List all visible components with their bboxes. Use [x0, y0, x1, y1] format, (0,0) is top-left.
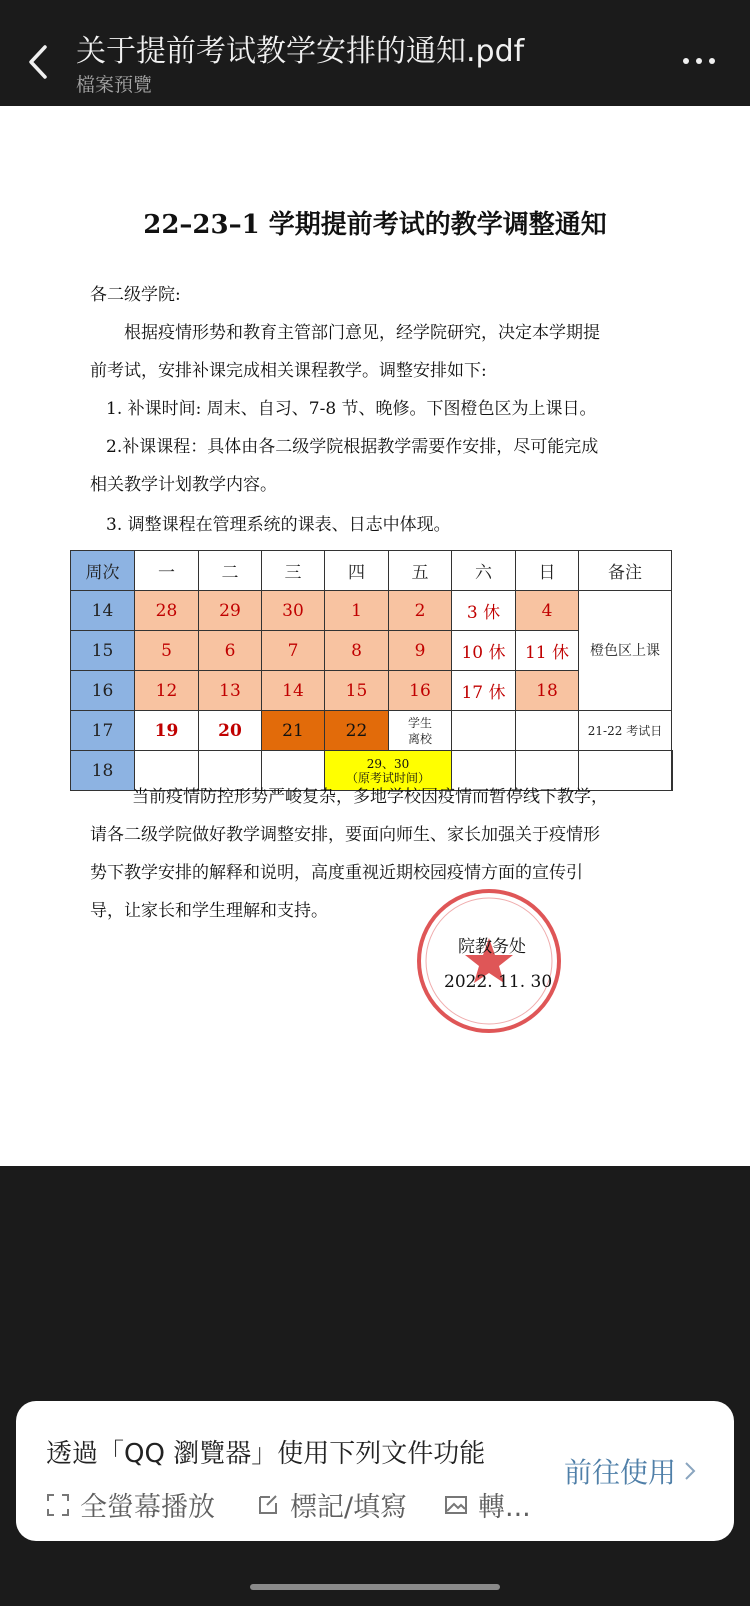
header-cell: 六 — [452, 551, 516, 591]
table-header-row — [71, 551, 673, 591]
day-cell: 6 — [199, 631, 262, 671]
week-cell: 17 — [71, 711, 135, 751]
day-cell: 1 — [325, 591, 389, 631]
go-use-button[interactable] — [564, 1451, 696, 1491]
day-cell: 9 — [389, 631, 452, 671]
header-cell: 四 — [325, 551, 389, 591]
item-2-line-2: 相关教学计划教学内容。 — [90, 475, 277, 495]
more-dot — [709, 58, 715, 64]
week-cell: 15 — [71, 631, 135, 671]
day-cell — [516, 711, 579, 751]
note-cell: 21-22 考试日 — [579, 711, 672, 751]
exam-line-2: （原考试时间） — [345, 770, 430, 785]
exam-line-1: 29、30 — [366, 756, 410, 771]
home-indicator[interactable] — [250, 1584, 500, 1590]
leave-line-2: 离校 — [407, 731, 432, 746]
week-cell: 16 — [71, 671, 135, 711]
fullscreen-label: 全螢幕播放 — [80, 1492, 215, 1523]
promo-title: 透過「QQ 瀏覽器」使用下列文件功能 — [46, 1439, 486, 1469]
day-cell: 2 — [389, 591, 452, 631]
table-row — [71, 711, 673, 751]
date: 2022. 11. 30 — [444, 972, 553, 992]
header-cell: 三 — [262, 551, 325, 591]
day-cell: 4 — [516, 591, 579, 631]
day-cell: 14 — [262, 671, 325, 711]
back-button[interactable] — [18, 40, 58, 84]
day-cell: 15 — [325, 671, 389, 711]
schedule-table — [70, 550, 673, 791]
header-cell: 日 — [516, 551, 579, 591]
day-cell: 8 — [325, 631, 389, 671]
paragraph-2-line-2: 请各二级学院做好教学调整安排，要面向师生、家长加强关于疫情形 — [90, 825, 600, 845]
header-cell: 周次 — [71, 551, 135, 591]
annotate-label: 標記/填寫 — [290, 1492, 408, 1523]
image-icon — [444, 1493, 468, 1517]
leave-line-1: 学生 — [407, 715, 432, 730]
paragraph-2-line-4: 导，让家长和学生理解和支持。 — [90, 901, 328, 921]
day-cell: 13 — [199, 671, 262, 711]
header-cell: 二 — [199, 551, 262, 591]
more-options-button[interactable] — [672, 46, 726, 76]
day-cell — [452, 711, 516, 751]
table-row — [71, 591, 673, 631]
exam-day-cell: 21 — [262, 711, 325, 751]
note-cell — [672, 751, 673, 791]
day-cell: 17 休 — [452, 671, 516, 711]
convert-label: 轉... — [478, 1492, 531, 1523]
document-title: 22–23–1 学期提前考试的教学调整通知 — [143, 210, 607, 240]
fullscreen-feature[interactable] — [46, 1485, 215, 1524]
annotate-feature[interactable] — [256, 1485, 407, 1524]
day-cell: 18 — [516, 671, 579, 711]
header-cell: 一 — [135, 551, 199, 591]
qq-browser-promo-card[interactable] — [16, 1401, 734, 1541]
more-dots-icon — [683, 58, 689, 64]
paragraph-1-line-2: 前考试，安排补课完成相关课程教学。调整安排如下: — [90, 361, 487, 381]
item-3: 3. 调整课程在管理系统的课表、日志中体现。 — [106, 515, 451, 535]
day-cell: 12 — [135, 671, 199, 711]
paragraph-2-line-1: 当前疫情防控形势严峻复杂，多地学校因疫情而暂停线下教学， — [132, 787, 608, 807]
chevron-right-icon — [684, 1461, 696, 1481]
day-cell: 7 — [262, 631, 325, 671]
signer: 院教务处 — [458, 937, 526, 957]
paragraph-2-line-3: 势下教学安排的解释和说明，高度重视近期校园疫情方面的宣传引 — [90, 863, 583, 883]
edit-icon — [256, 1493, 280, 1517]
day-cell: 20 — [199, 711, 262, 751]
go-use-label: 前往使用 — [564, 1456, 677, 1489]
exam-day-cell: 22 — [325, 711, 389, 751]
day-cell: 28 — [135, 591, 199, 631]
leave-school-cell — [389, 711, 452, 751]
note-cell: 橙色区上课 — [579, 591, 672, 711]
file-subtitle: 檔案預覽 — [76, 74, 153, 96]
file-title: 关于提前考试教学安排的通知.pdf — [76, 34, 525, 69]
day-cell: 19 — [135, 711, 199, 751]
day-cell: 3 休 — [452, 591, 516, 631]
week-cell: 18 — [71, 751, 135, 791]
day-cell: 16 — [389, 671, 452, 711]
header-cell: 备注 — [579, 551, 672, 591]
fullscreen-icon — [46, 1493, 70, 1517]
item-1: 1. 补课时间: 周末、自习、7-8 节、晚修。下图橙色区为上课日。 — [106, 399, 597, 419]
header-cell: 五 — [389, 551, 452, 591]
day-cell: 5 — [135, 631, 199, 671]
week-cell: 14 — [71, 591, 135, 631]
more-dot — [696, 58, 702, 64]
pdf-page[interactable] — [0, 106, 750, 1166]
day-cell: 29 — [199, 591, 262, 631]
day-cell: 10 休 — [452, 631, 516, 671]
top-bar — [0, 0, 750, 106]
item-2-line-1: 2.补课课程：具体由各二级学院根据教学需要作安排，尽可能完成 — [106, 437, 599, 457]
day-cell: 11 休 — [516, 631, 579, 671]
salutation: 各二级学院: — [90, 285, 181, 305]
chevron-left-icon — [27, 44, 49, 80]
convert-feature[interactable] — [444, 1485, 531, 1524]
day-cell: 30 — [262, 591, 325, 631]
paragraph-1-line-1: 根据疫情形势和教育主管部门意见，经学院研究，决定本学期提 — [124, 323, 600, 343]
official-seal-icon — [414, 886, 564, 1036]
